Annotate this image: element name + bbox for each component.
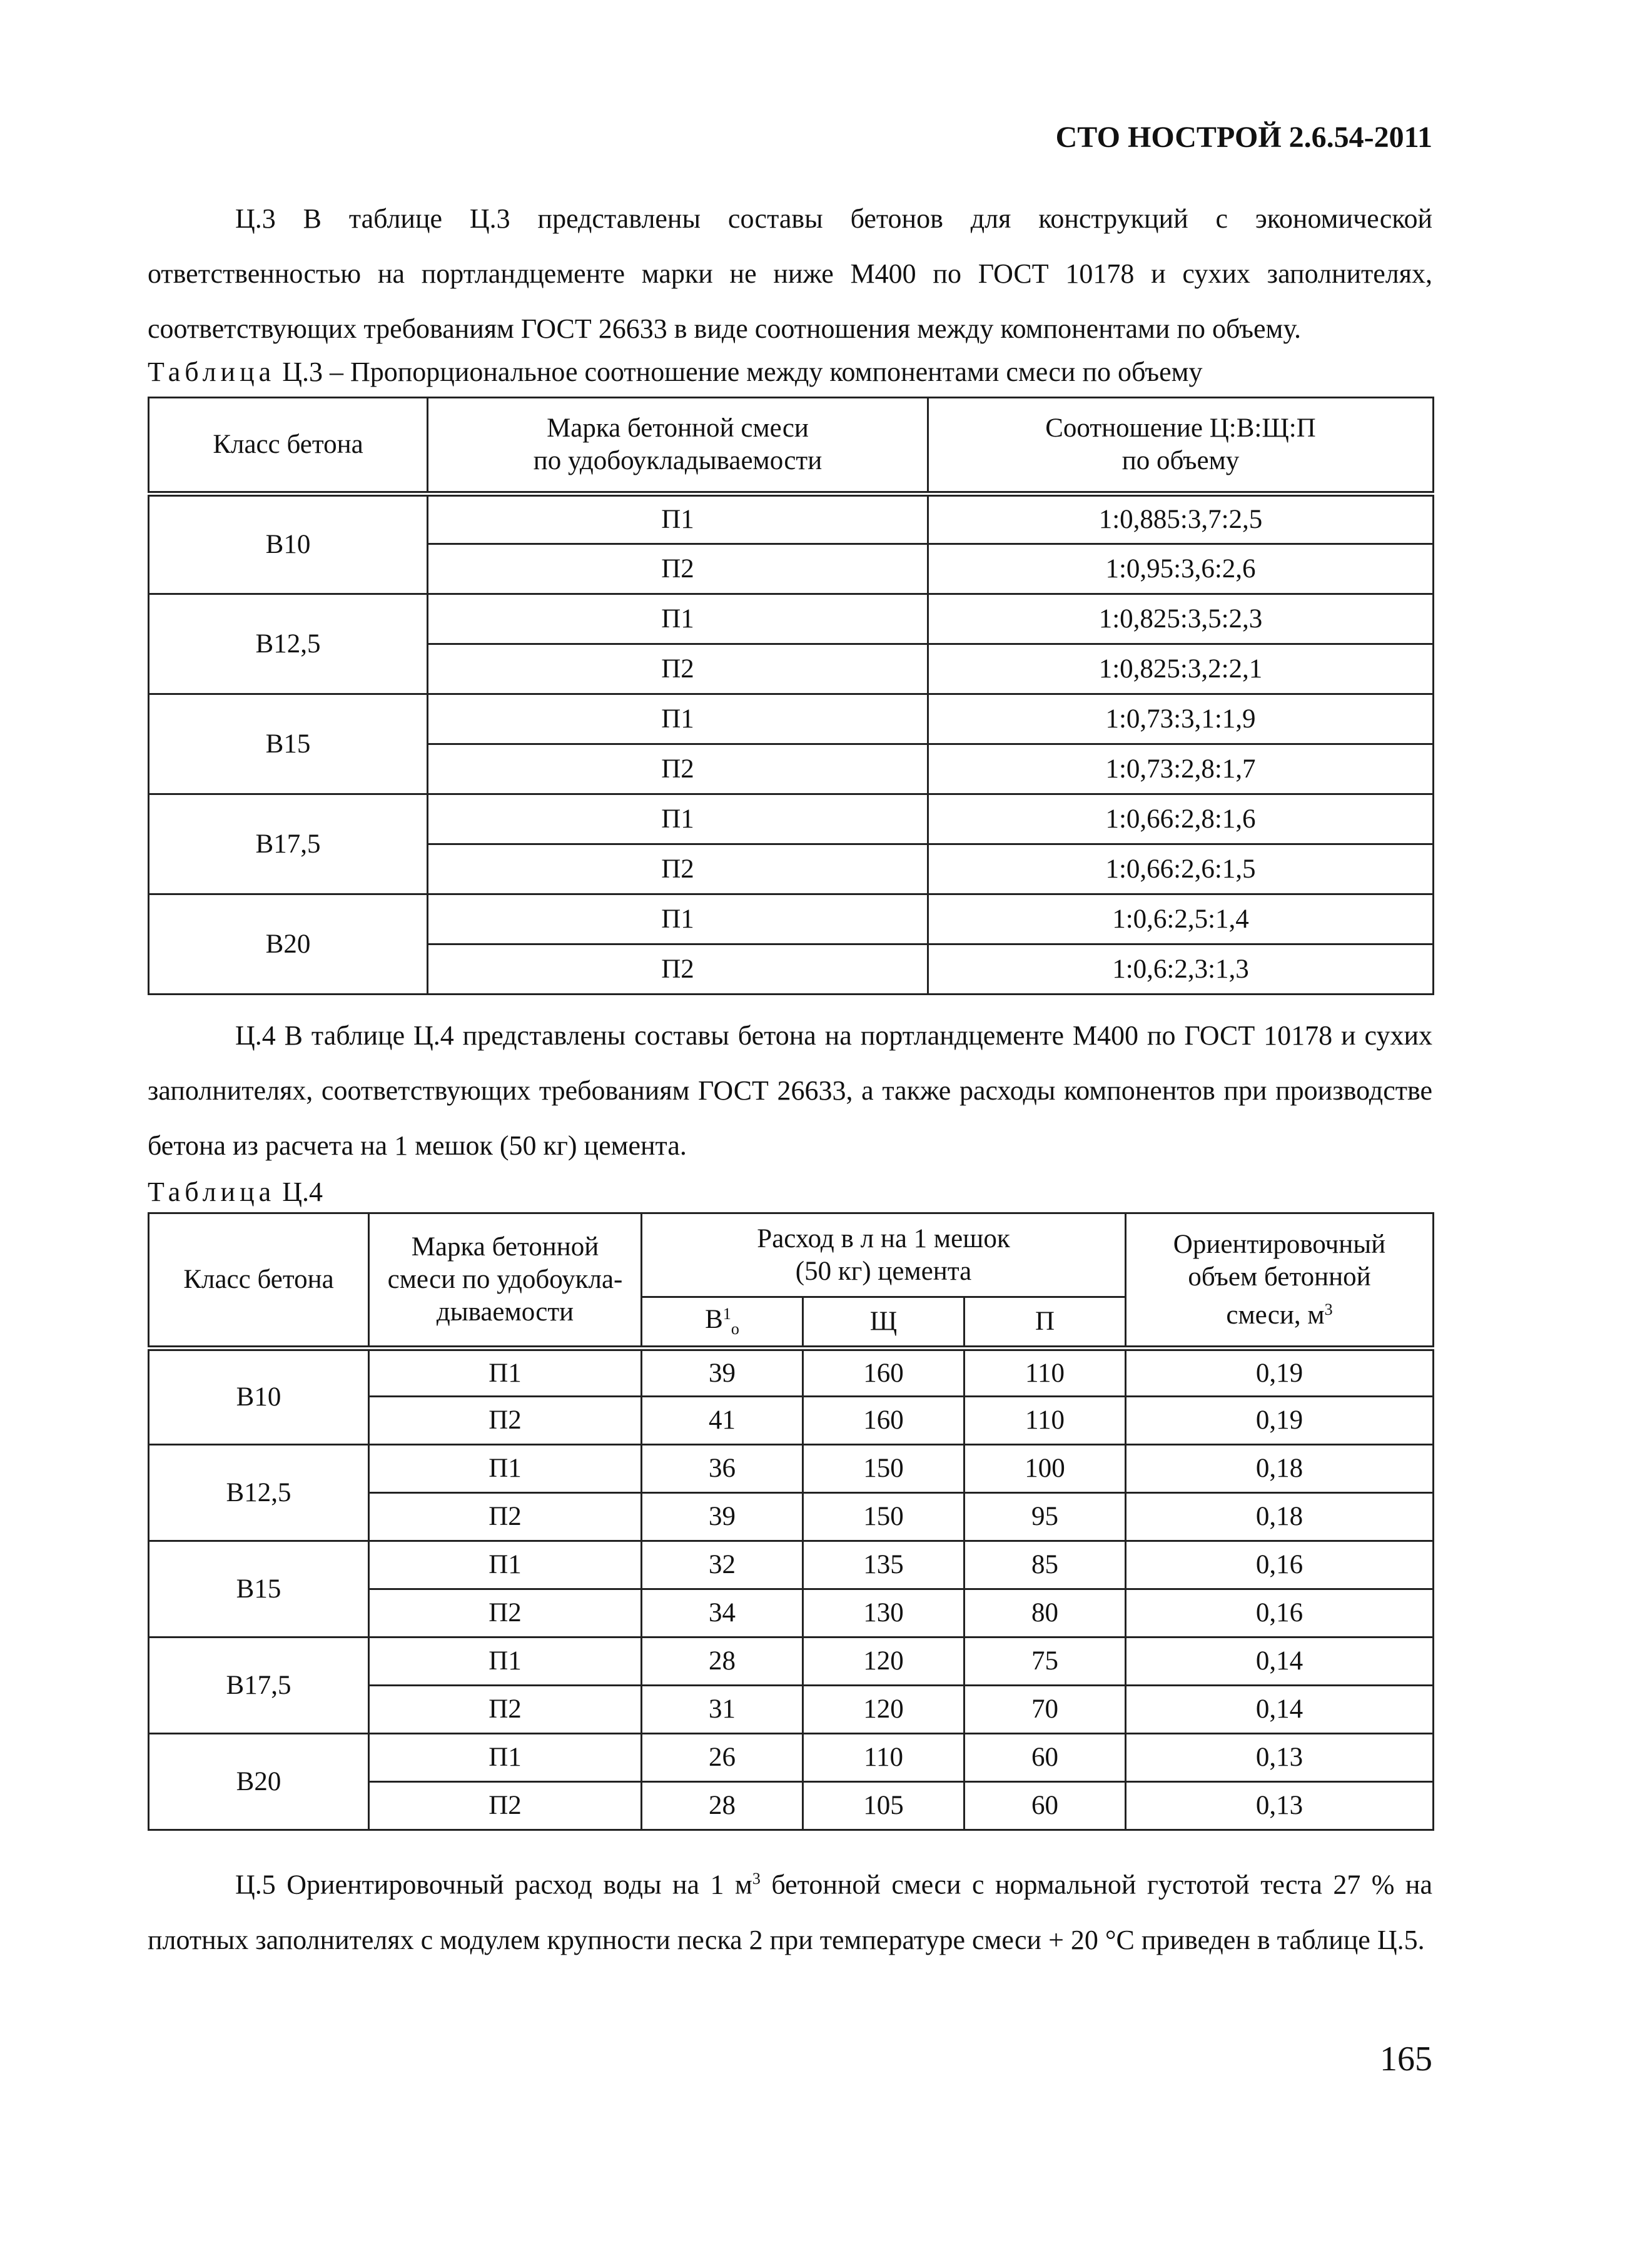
t3-class-cell: В10 [149,494,428,594]
table-row [149,1349,1434,1397]
t3-header-grade-line2: по удобоукладываемости [533,446,823,475]
t4-header-consumption [642,1213,1126,1297]
t4-grade-cell: П2 [369,1589,642,1638]
table3-caption-word: Таблица [148,357,276,387]
t4-grade-cell: П2 [369,1493,642,1541]
t3-class-cell: В20 [149,894,428,995]
table-row [149,894,1434,944]
t3-header-grade-line1: Марка бетонной смеси [547,413,809,443]
t4-water-cell: 36 [642,1445,803,1493]
t4-header-consumption-line2: (50 кг) цемента [795,1256,972,1286]
t3-grade-cell: П1 [428,694,928,744]
table-row [149,1638,1434,1686]
table-row [149,1445,1434,1493]
t3-ratio-cell: 1:0,885:3,7:2,5 [928,494,1434,544]
t3-class-cell: В15 [149,694,428,794]
t4-sand-cell: 80 [964,1589,1126,1638]
t4-volume-cell: 0,18 [1126,1445,1434,1493]
t4-sand-cell: 100 [964,1445,1126,1493]
t4-sand-cell: 60 [964,1734,1126,1782]
t4-header-volume-line2: объем бетонной [1188,1262,1371,1292]
t4-water-cell: 39 [642,1493,803,1541]
t4-volume-cell: 0,19 [1126,1397,1434,1445]
t4-class-cell: В20 [149,1734,369,1830]
t4-gravel-cell: 105 [803,1782,964,1830]
t4-grade-cell: П2 [369,1782,642,1830]
t4-class-cell: В10 [149,1349,369,1445]
t3-grade-cell: П2 [428,944,928,995]
t4-class-cell: В15 [149,1541,369,1638]
t4-grade-cell: П2 [369,1686,642,1734]
page-number: 165 [1380,2040,1432,2078]
t3-header-ratio-line2: по объему [1121,446,1240,475]
t4-volume-cell: 0,14 [1126,1638,1434,1686]
table-row [149,1541,1434,1589]
t4-header-grade-line2: смеси по удобоукла- [387,1265,623,1294]
t3-header-class: Класс бетона [149,398,428,494]
t4-header-gravel: Щ [803,1297,964,1349]
t4-grade-cell: П2 [369,1397,642,1445]
t3-ratio-cell: 1:0,825:3,2:2,1 [928,644,1434,694]
t4-water-cell: 28 [642,1782,803,1830]
t4-class-cell: В17,5 [149,1638,369,1734]
table-c4 [148,1212,1434,1831]
t4-volume-cell: 0,13 [1126,1782,1434,1830]
t3-grade-cell: П2 [428,744,928,794]
t4-water-cell: 41 [642,1397,803,1445]
paragraph-c5-part1: Ц.5 Ориентировочный расход воды на 1 м [235,1869,752,1900]
t4-header-sand: П [964,1297,1126,1349]
paragraph-c4: Ц.4 В таблице Ц.4 представлены составы бетона на портландцементе М400 по ГОСТ 10178 и сухих заполнителях, соответствующих требованиям ГОСТ 26633, а также расходы компонентов при производстве бетона из расчета на 1 мешок (50 кг) цемента. [148,1020,1432,1161]
t4-header-grade [369,1213,642,1349]
t4-gravel-cell: 160 [803,1397,964,1445]
table-row [149,494,1434,544]
t3-ratio-cell: 1:0,95:3,6:2,6 [928,544,1434,594]
t4-gravel-cell: 120 [803,1638,964,1686]
t4-header-consumption-line1: Расход в л на 1 мешок [757,1223,1010,1253]
t3-grade-cell: П2 [428,644,928,694]
paragraph-c5-sup: 3 [752,1870,761,1888]
t4-header-water-letter: В [705,1305,723,1334]
t3-ratio-cell: 1:0,73:2,8:1,7 [928,744,1434,794]
t4-header-class: Класс бетона [149,1213,369,1349]
t3-header-ratio [928,398,1434,494]
t4-grade-cell: П1 [369,1638,642,1686]
t4-sand-cell: 110 [964,1349,1126,1397]
t4-volume-cell: 0,18 [1126,1493,1434,1541]
t3-ratio-cell: 1:0,825:3,5:2,3 [928,594,1434,644]
t4-water-cell: 31 [642,1686,803,1734]
t4-header-volume-line1: Ориентировочный [1173,1229,1386,1259]
t4-gravel-cell: 120 [803,1686,964,1734]
t3-class-cell: В12,5 [149,594,428,694]
t4-volume-cell: 0,19 [1126,1349,1434,1397]
table4-caption-word: Таблица [148,1177,276,1207]
t3-grade-cell: П1 [428,594,928,644]
table-c3 [148,397,1434,995]
t3-grade-cell: П1 [428,494,928,544]
t4-grade-cell: П1 [369,1349,642,1397]
t4-grade-cell: П1 [369,1541,642,1589]
t4-gravel-cell: 150 [803,1445,964,1493]
t4-volume-cell: 0,16 [1126,1541,1434,1589]
table-row [149,794,1434,844]
t4-header-volume-line3: смеси, м [1226,1300,1325,1330]
t4-header-grade-line3: дываемости [436,1297,574,1327]
t3-ratio-cell: 1:0,66:2,8:1,6 [928,794,1434,844]
t4-header-water [642,1297,803,1349]
t4-gravel-cell: 110 [803,1734,964,1782]
t4-grade-cell: П1 [369,1734,642,1782]
t4-water-cell: 32 [642,1541,803,1589]
t4-volume-cell: 0,16 [1126,1589,1434,1638]
table-row [149,594,1434,644]
t4-water-cell: 28 [642,1638,803,1686]
t4-gravel-cell: 135 [803,1541,964,1589]
table3-caption [148,353,1432,391]
t3-class-cell: В17,5 [149,794,428,894]
t3-header-grade [428,398,928,494]
t4-class-cell: В12,5 [149,1445,369,1541]
t4-water-cell: 26 [642,1734,803,1782]
t4-header-water-sup: 1 [722,1305,731,1323]
paragraph-c3: Ц.3 В таблице Ц.3 представлены составы бетонов для конструкций с экономической ответственностью на портландцементе марки не ниже М400 по ГОСТ 10178 и сухих заполнителях, соответствующих требованиям ГОСТ 26633 в виде соотношения между компонентами по объему. [148,203,1432,344]
t4-header-volume-sup: 3 [1324,1300,1333,1319]
table4-caption [148,1173,1432,1211]
t4-volume-cell: 0,13 [1126,1734,1434,1782]
t4-sand-cell: 95 [964,1493,1126,1541]
table4-caption-text: Ц.4 [282,1177,323,1207]
t3-ratio-cell: 1:0,6:2,3:1,3 [928,944,1434,995]
t3-ratio-cell: 1:0,66:2,6:1,5 [928,844,1434,894]
t3-header-ratio-line1: Соотношение Ц:В:Щ:П [1045,413,1316,443]
t4-sand-cell: 85 [964,1541,1126,1589]
t4-grade-cell: П1 [369,1445,642,1493]
t3-ratio-cell: 1:0,73:3,1:1,9 [928,694,1434,744]
t4-gravel-cell: 130 [803,1589,964,1638]
paragraph-c5 [148,1851,1432,1968]
t4-gravel-cell: 160 [803,1349,964,1397]
t3-grade-cell: П2 [428,544,928,594]
t4-header-volume [1126,1213,1434,1349]
table-row [149,694,1434,744]
t3-ratio-cell: 1:0,6:2,5:1,4 [928,894,1434,944]
t4-sand-cell: 70 [964,1686,1126,1734]
t4-sand-cell: 60 [964,1782,1126,1830]
t3-grade-cell: П2 [428,844,928,894]
t4-water-cell: 39 [642,1349,803,1397]
table3-caption-text: Ц.3 – Пропорциональное соотношение между компонентами смеси по объему [282,357,1203,387]
t3-grade-cell: П1 [428,894,928,944]
t4-sand-cell: 110 [964,1397,1126,1445]
t4-header-water-sub: о [731,1320,739,1338]
t4-water-cell: 34 [642,1589,803,1638]
document-header: СТО НОСТРОЙ 2.6.54-2011 [1055,121,1432,154]
t3-grade-cell: П1 [428,794,928,844]
t4-header-grade-line1: Марка бетонной [411,1232,599,1262]
t4-sand-cell: 75 [964,1638,1126,1686]
table-row [149,1734,1434,1782]
t4-gravel-cell: 150 [803,1493,964,1541]
t4-volume-cell: 0,14 [1126,1686,1434,1734]
paragraph-c5-part2: бетонной смеси с нормальной густотой теста 27 % на плотных заполнителях с модулем крупности песка 2 при температуре смеси + 20 °С приведен в таблице Ц.5. [148,1869,1432,1955]
